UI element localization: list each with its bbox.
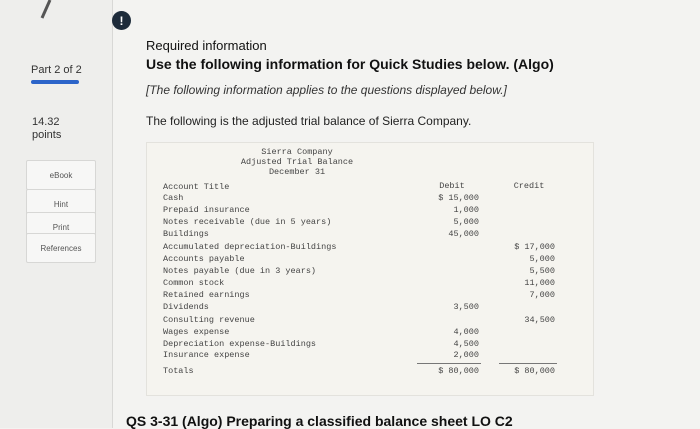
totals-label: Totals [163,366,194,376]
account-name: Consulting revenue [163,315,255,325]
table-header-amounts [147,181,593,193]
debit-amount: 3,500 [453,302,479,312]
debit-total: $ 80,000 [438,366,479,376]
debit-amount: 4,000 [453,327,479,337]
credit-amount: $ 17,000 [514,242,555,252]
part-indicator: Part 2 of 2 [31,64,82,76]
account-name: Buildings [163,229,209,239]
debit-amount: 1,000 [453,205,479,215]
account-name: Notes receivable (due in 5 years) [163,217,332,227]
table-row [147,278,593,290]
account-name: Depreciation expense-Buildings [163,339,317,349]
required-information-heading: Required information [146,38,267,53]
table-row [147,229,593,241]
left-panel [0,0,113,428]
print-button[interactable]: Print [26,212,96,242]
table-row [147,266,593,278]
part-progress-bar [31,80,79,84]
ebook-button[interactable]: eBook [26,160,96,190]
account-name: Accounts payable [163,254,245,264]
table-row [147,350,593,362]
statement-title: Adjusted Trial Balance [240,157,354,167]
table-row [147,315,593,327]
account-name: Insurance expense [163,350,250,360]
instructions-heading: Use the following information for Quick Studies below. (Algo) [146,56,554,72]
account-name: Dividends [163,302,209,312]
table-row [147,242,593,254]
debit-amount: $ 15,000 [438,193,479,203]
table-row [147,217,593,229]
references-button[interactable]: References [26,233,96,263]
debit-amount: 45,000 [448,229,479,239]
totals-row [147,366,593,378]
intro-text: The following is the adjusted trial balance of Sierra Company. [146,114,472,128]
debit-amount: 4,500 [453,339,479,349]
account-name: Retained earnings [163,290,250,300]
applies-note: [The following information applies to the questions displayed below.] [146,83,507,97]
hint-button[interactable]: Hint [26,189,96,219]
account-name: Wages expense [163,327,230,337]
company-name: Sierra Company [261,147,333,157]
table-row [147,290,593,302]
debit-header: Debit [439,181,465,191]
main-content [112,0,700,428]
credit-amount: 34,500 [524,315,555,325]
account-name: Cash [163,193,184,203]
debit-total-rule [417,363,481,364]
account-name: Accumulated depreciation-Buildings [163,242,337,252]
debit-amount: 5,000 [453,217,479,227]
credit-total-rule [499,363,557,364]
credit-total: $ 80,000 [514,366,555,376]
alert-icon: ! [112,11,131,30]
credit-amount: 5,500 [529,266,555,276]
credit-amount: 5,000 [529,254,555,264]
table-row [147,193,593,205]
slash-mark-icon [32,0,62,20]
credit-amount: 7,000 [529,290,555,300]
account-title-header: Account Title [163,182,230,192]
points-label: points [32,129,62,141]
statement-date: December 31 [268,167,326,177]
table-row [147,327,593,339]
next-question-heading: QS 3-31 (Algo) Preparing a classified balance sheet LO C2 [126,413,513,429]
points-value: 14.32 [32,116,60,128]
credit-header: Credit [513,181,545,191]
account-name: Common stock [163,278,225,288]
table-row [147,254,593,266]
table-row [147,302,593,314]
trial-balance-table [146,142,594,396]
credit-amount: 11,000 [524,278,555,288]
debit-amount: 2,000 [453,350,479,360]
account-name: Prepaid insurance [163,205,250,215]
table-row [147,205,593,217]
account-name: Notes payable (due in 3 years) [163,266,317,276]
